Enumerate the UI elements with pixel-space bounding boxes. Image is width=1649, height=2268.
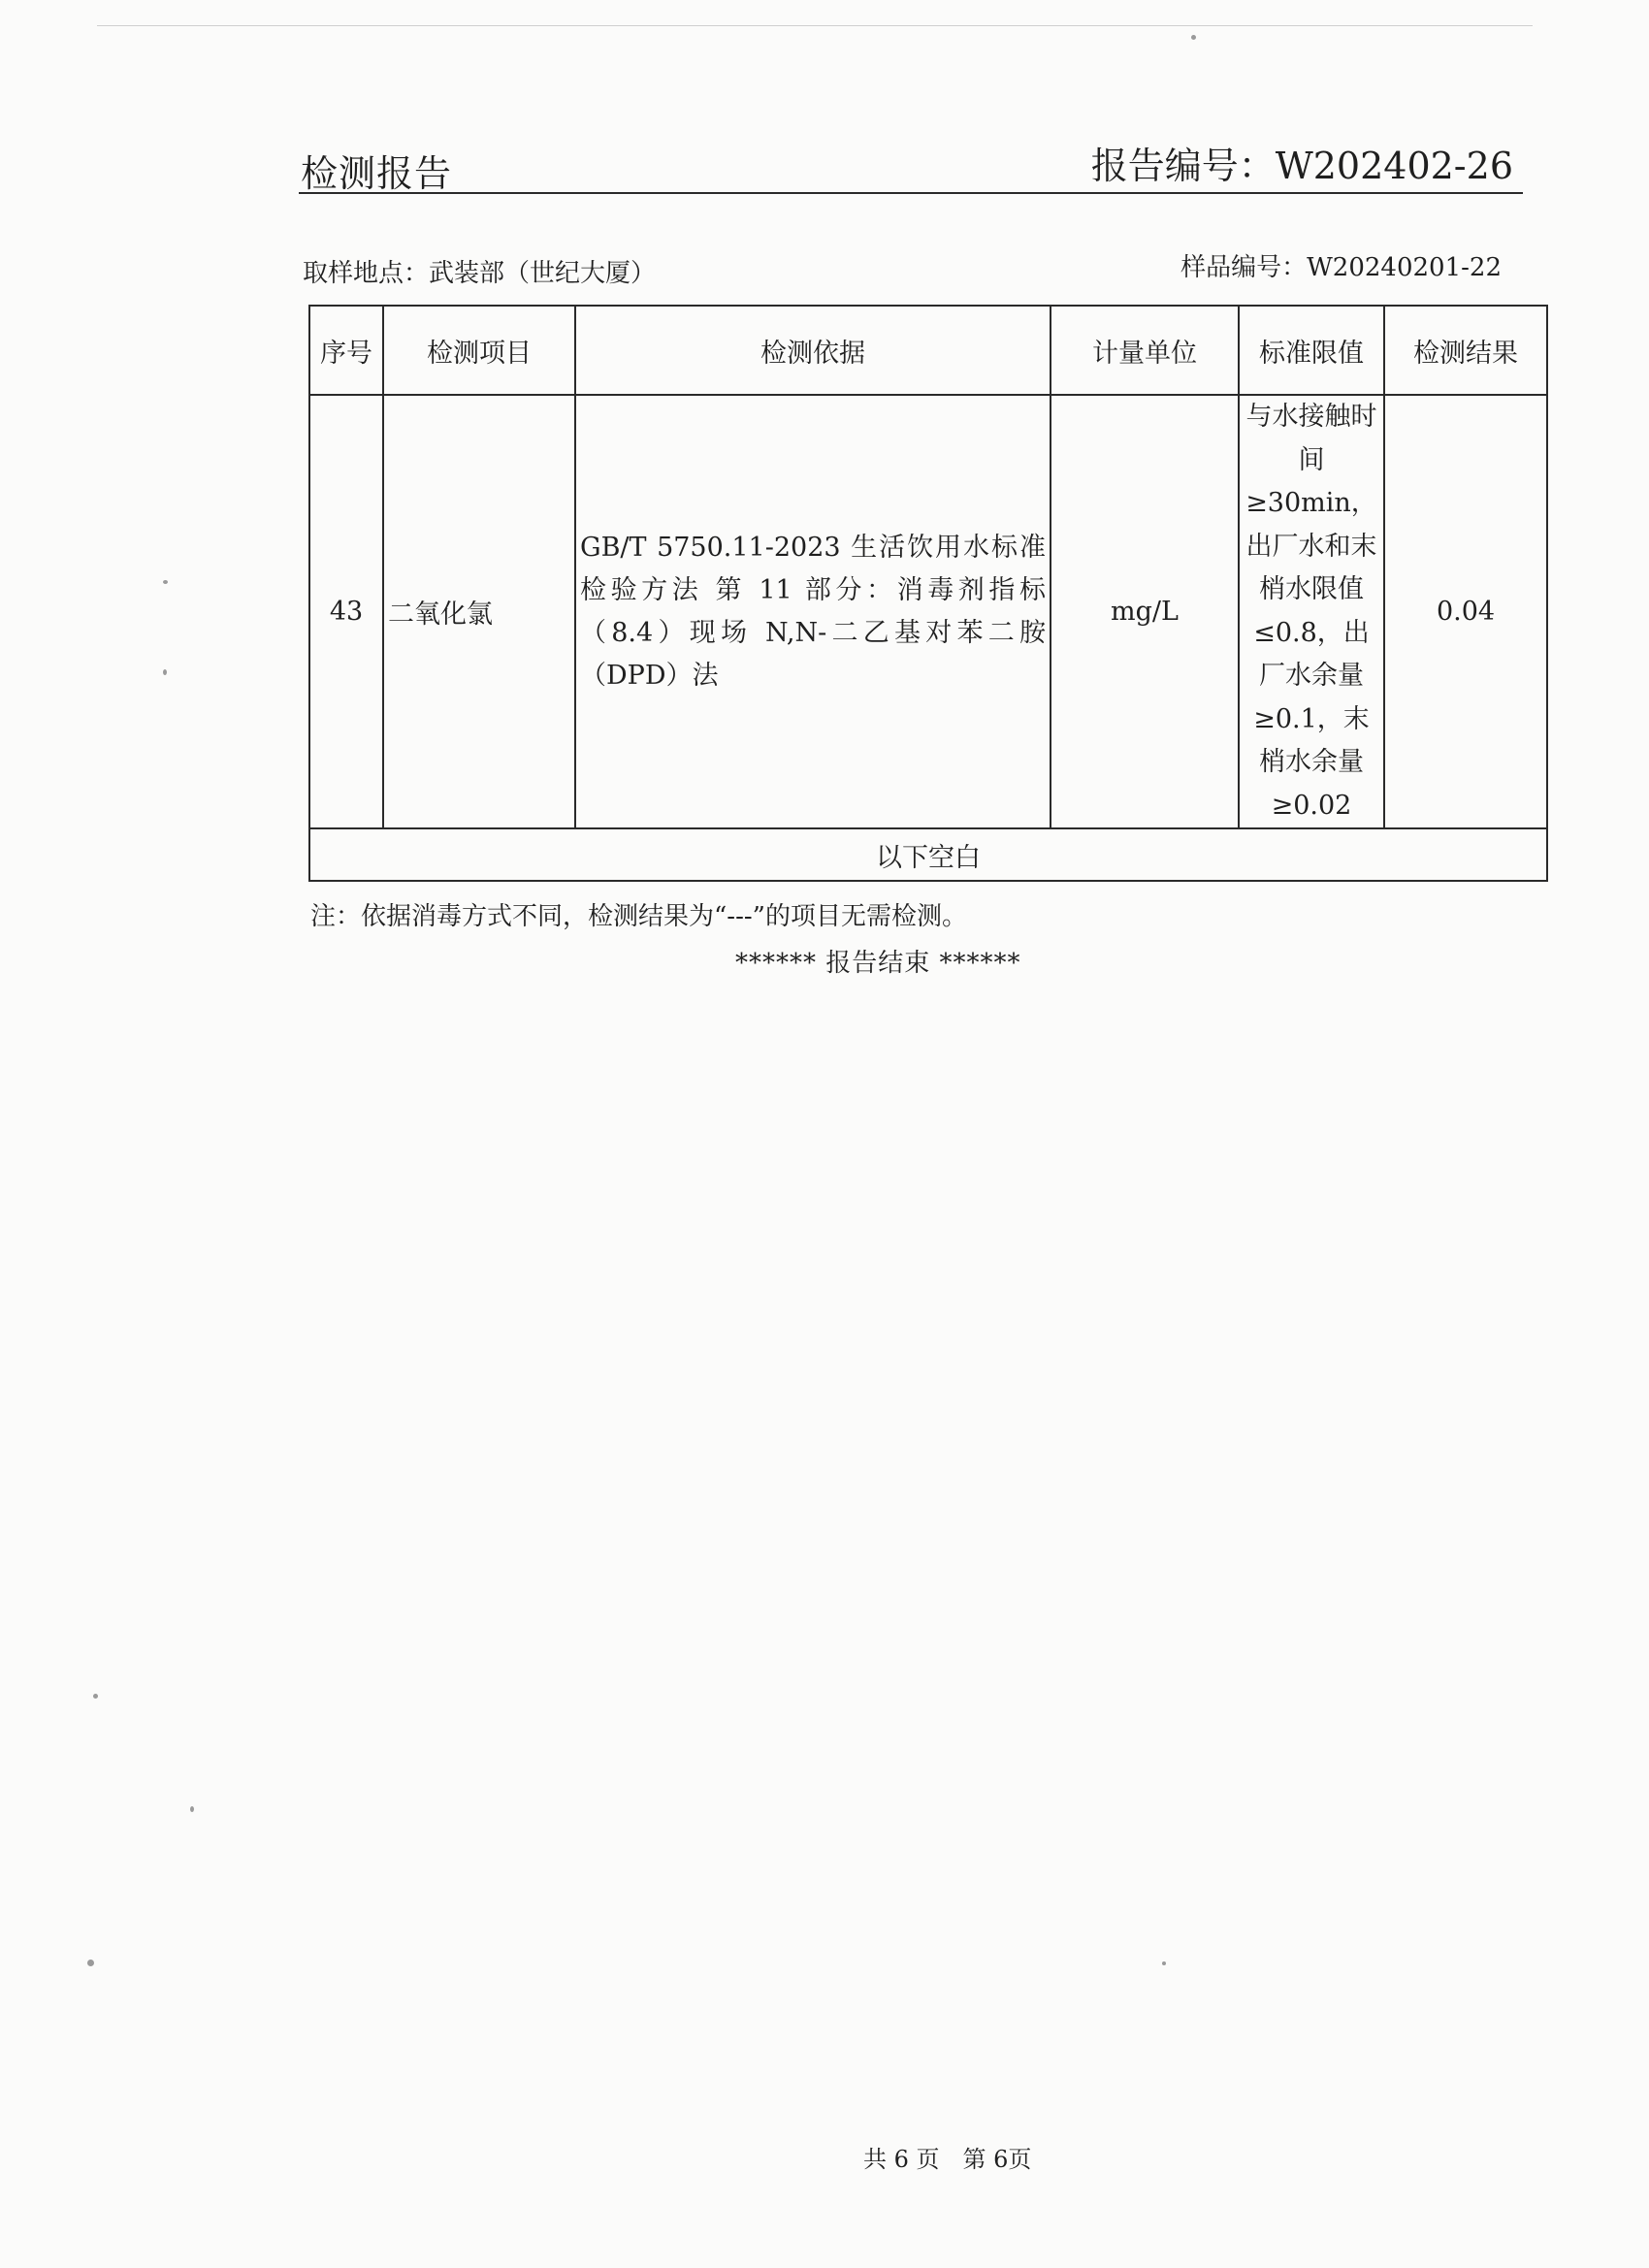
cell-basis: GB/T 5750.11-2023 生活饮用水标准检验方法 第 11 部分：消毒剂指标（8.4）现场 N,N-二乙基对苯二胺（DPD）法 xyxy=(575,395,1051,828)
header-result: 检测结果 xyxy=(1384,306,1547,395)
scan-speck xyxy=(190,1806,194,1812)
header-item: 检测项目 xyxy=(383,306,575,395)
results-table xyxy=(308,305,1548,882)
table-header-row xyxy=(309,306,1547,395)
cell-seq: 43 xyxy=(309,395,383,828)
report-number: 报告编号：W202402-26 xyxy=(1090,145,1513,187)
header-seq: 序号 xyxy=(309,306,383,395)
sampling-location: 取样地点：武装部（世纪大厦） xyxy=(303,259,657,288)
scan-speck xyxy=(163,669,167,675)
cell-item: 二氧化氯 xyxy=(383,395,575,828)
scan-speck xyxy=(87,1960,94,1966)
cell-result: 0.04 xyxy=(1384,395,1547,828)
blank-note: 以下空白 xyxy=(309,828,1547,881)
top-rule xyxy=(97,25,1533,26)
scan-speck xyxy=(93,1694,98,1699)
page-header xyxy=(299,134,1523,194)
sample-number: 样品编号：W20240201-22 xyxy=(1180,253,1502,282)
note-text: 注：依据消毒方式不同，检测结果为“---”的项目无需检测。 xyxy=(310,902,967,931)
report-title: 检测报告 xyxy=(301,152,453,195)
report-end-mark: ****** 报告结束 ****** xyxy=(735,949,1021,978)
header-basis: 检测依据 xyxy=(575,306,1051,395)
scan-speck xyxy=(1162,1961,1166,1965)
header-unit: 计量单位 xyxy=(1051,306,1239,395)
page-footer: 共 6 页 第 6页 xyxy=(863,2146,1032,2173)
scan-speck xyxy=(1191,35,1196,40)
cell-limit: 与水接触时间≥30min，出厂水和末梢水限值≤0.8，出厂水余量≥0.1，末梢水余量≥0.02 xyxy=(1239,395,1384,828)
sample-meta xyxy=(303,247,1502,286)
blank-row xyxy=(309,828,1547,881)
cell-unit: mg/L xyxy=(1051,395,1239,828)
header-limit: 标准限值 xyxy=(1239,306,1384,395)
table-row xyxy=(309,395,1547,828)
scan-speck xyxy=(163,580,168,584)
